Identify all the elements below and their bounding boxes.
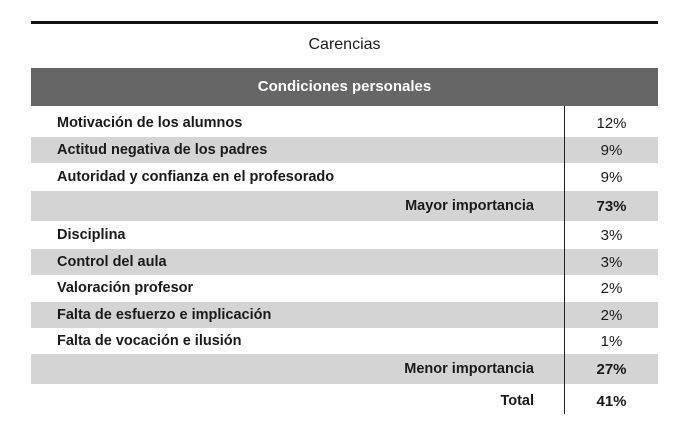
row-label: Falta de esfuerzo e implicación [57, 307, 272, 323]
row-value: 2% [600, 279, 623, 297]
row-label: Control del aula [57, 254, 167, 270]
row-label: Autoridad y confianza en el profesorado [57, 169, 335, 185]
row-value: 9% [600, 141, 623, 159]
subtotal-label: Mayor importancia [405, 198, 534, 214]
total-label: Total [500, 393, 534, 409]
top-rule [31, 21, 658, 24]
total-value: 41% [596, 392, 627, 410]
row-value: 2% [600, 306, 623, 324]
table-title: Carencias [308, 36, 381, 53]
row-value: 1% [600, 332, 623, 350]
row-label: Valoración profesor [57, 280, 194, 296]
row-label: Actitud negativa de los padres [57, 142, 268, 158]
section-header: Condiciones personales [31, 68, 658, 106]
row-value: 9% [600, 168, 623, 186]
subtotal-value: 27% [596, 360, 627, 378]
row-label: Falta de vocación e ilusión [57, 333, 242, 349]
subtotal-value: 73% [596, 197, 627, 215]
subtotal-label: Menor importancia [404, 361, 534, 377]
row-label: Motivación de los alumnos [57, 115, 243, 131]
row-value: 3% [600, 226, 623, 244]
column-divider [564, 106, 565, 414]
row-value: 12% [596, 114, 627, 132]
row-label: Disciplina [57, 227, 126, 243]
row-value: 3% [600, 253, 623, 271]
